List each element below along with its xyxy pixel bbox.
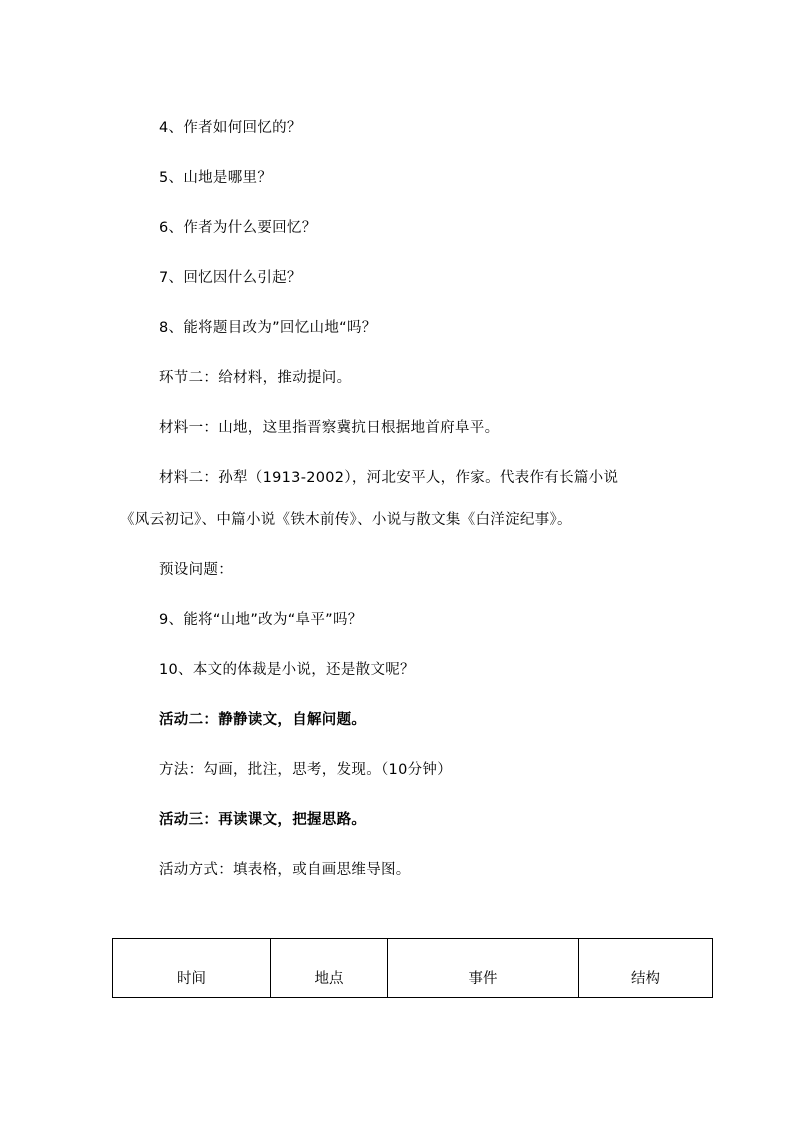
material-two: 材料二：孙犁（1913-2002），河北安平人，作家。代表作有长篇小说 <box>159 470 619 486</box>
question-6: 6、作者为什么要回忆？ <box>159 220 317 236</box>
question-10: 10、本文的体裁是小说，还是散文呢？ <box>159 662 415 678</box>
table-header-event: 事件 <box>388 939 579 998</box>
activity-three-method: 活动方式：填表格，或自画思维导图。 <box>159 862 411 878</box>
material-two-continued: 《风云初记》、中篇小说《铁木前传》、小说与散文集《白洋淀纪事》。 <box>120 512 572 528</box>
table-header-time: 时间 <box>113 939 271 998</box>
preset-questions-label: 预设问题： <box>159 562 233 578</box>
question-7: 7、回忆因什么引起？ <box>159 270 302 286</box>
section-heading-step-two: 环节二：给材料，推动提问。 <box>159 370 352 386</box>
question-8: 8、能将题目改为”回忆山地“吗？ <box>159 320 377 336</box>
activity-two-heading: 活动二：静静读文，自解问题。 <box>159 712 367 728</box>
structure-table <box>112 938 713 998</box>
activity-two-method: 方法：勾画，批注，思考，发现。（10分钟） <box>159 762 452 778</box>
question-9: 9、能将“山地”改为“阜平”吗？ <box>159 612 363 628</box>
table-header-place: 地点 <box>271 939 388 998</box>
table-header-row <box>113 939 713 998</box>
material-one: 材料一：山地，这里指晋察冀抗日根据地首府阜平。 <box>159 420 500 436</box>
question-4: 4、作者如何回忆的？ <box>159 120 302 136</box>
activity-three-heading: 活动三：再读课文，把握思路。 <box>159 812 367 828</box>
question-5: 5、山地是哪里？ <box>159 170 273 186</box>
table-header-structure: 结构 <box>579 939 713 998</box>
